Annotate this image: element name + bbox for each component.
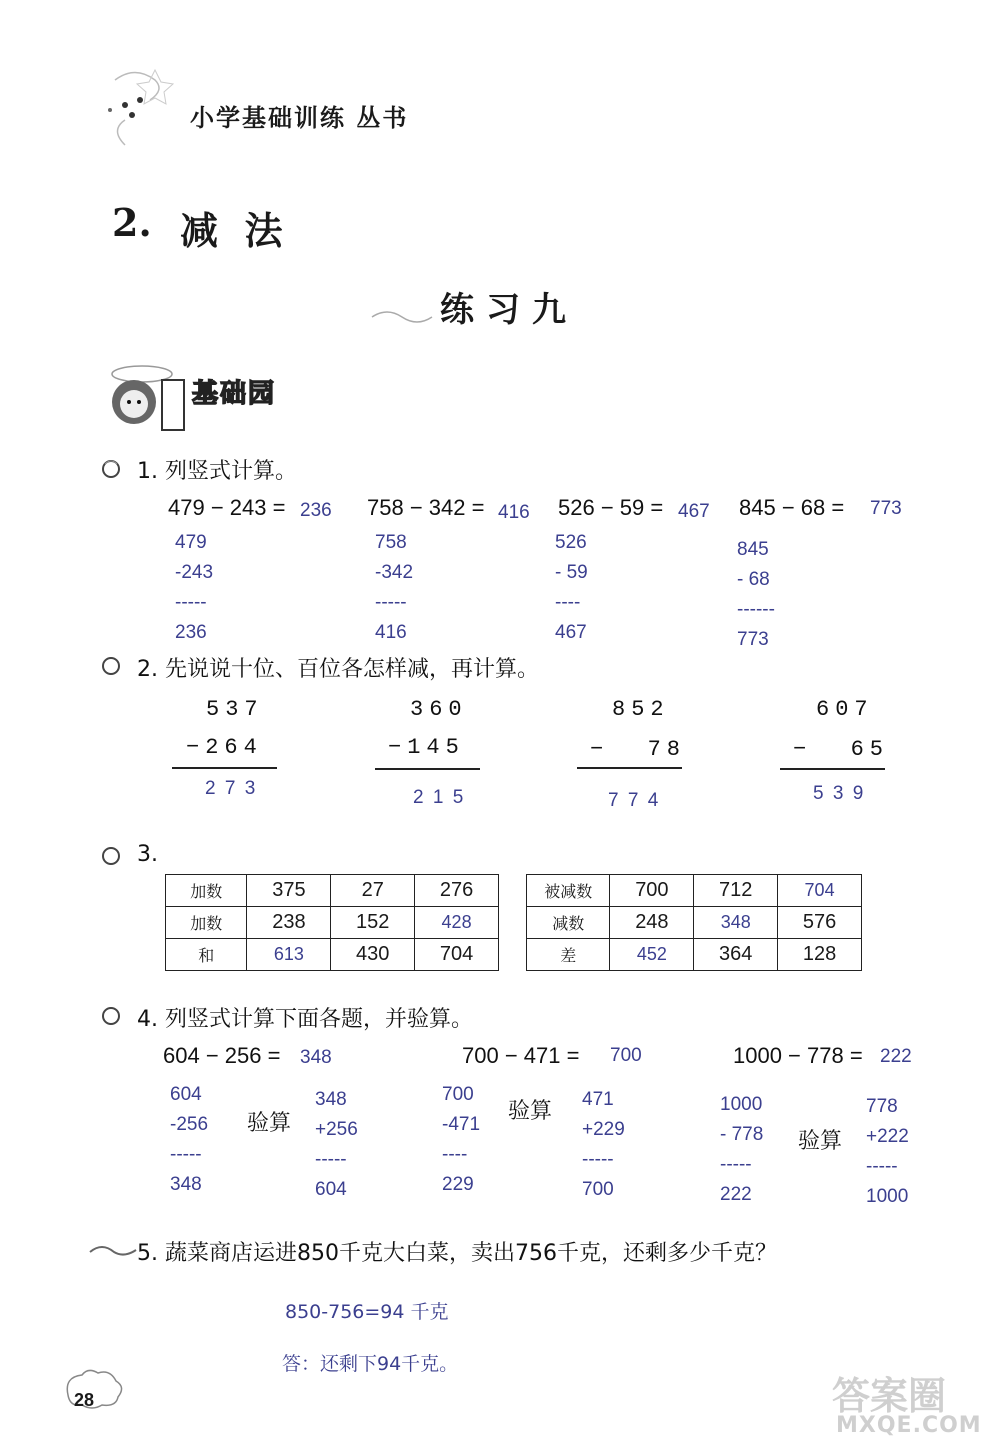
q2-top-number: 852	[612, 697, 670, 722]
table-cell: 375	[247, 875, 331, 907]
table-cell-answer: 428	[415, 907, 499, 939]
q1-answer: 467	[678, 501, 710, 522]
check-label: 验算	[508, 1099, 553, 1124]
addition-table	[165, 874, 499, 971]
q2-line	[577, 767, 682, 769]
question-bullet-icon	[88, 1238, 138, 1258]
q5-work: 850-756=94 千克	[285, 1301, 449, 1323]
q3-prompt: 3.	[137, 842, 158, 867]
table-row	[166, 939, 499, 971]
table-cell-answer: 452	[610, 939, 694, 971]
page-number: 28	[74, 1390, 95, 1410]
table-row	[166, 907, 499, 939]
title-decoration	[370, 305, 440, 325]
table-cell: 364	[694, 939, 778, 971]
q2-answer: 2 1 5	[413, 787, 466, 808]
chapter-number: 2.	[112, 200, 152, 245]
q1-equation: 758 − 342 =	[367, 495, 485, 520]
q1-equation: 845 − 68 =	[739, 495, 845, 520]
table-row	[527, 875, 862, 907]
watermark-url: MXQE.COM	[836, 1413, 982, 1438]
q2-top-number: 607	[816, 697, 874, 722]
q2-answer: 2 7 3	[205, 778, 258, 799]
table-cell-answer: 613	[247, 939, 331, 971]
q2-bottom-number: − 78	[590, 737, 687, 762]
question-bullet-icon	[100, 1005, 122, 1027]
mascot-illustration	[92, 360, 192, 440]
header-decoration	[85, 60, 195, 160]
q4-work: 700 -471 ---- 229	[442, 1084, 481, 1195]
row-header: 加数	[166, 907, 247, 939]
check-label: 验算	[798, 1129, 843, 1154]
q4-answer: 348	[300, 1047, 332, 1068]
q2-prompt: 2. 先说说十位、百位各怎样减，再计算。	[137, 657, 539, 682]
check-label: 验算	[247, 1111, 292, 1136]
q2-line	[172, 767, 277, 769]
table-cell: 576	[778, 907, 862, 939]
book-series-title: 小学基础训练 丛书	[190, 104, 409, 132]
chapter-title: 减 法	[180, 208, 283, 253]
q2-bottom-number: −145	[388, 735, 465, 760]
table-cell: 276	[415, 875, 499, 907]
q2-top-number: 360	[410, 697, 468, 722]
question-bullet-icon	[100, 845, 122, 867]
table-row	[527, 907, 862, 939]
question-bullet-icon	[100, 655, 122, 677]
section-badge: 基础园	[192, 379, 277, 409]
q4-work: 1000 - 778 ----- 222	[720, 1094, 764, 1205]
question-bullet-icon	[100, 458, 122, 480]
q4-work: 604 -256 ----- 348	[170, 1084, 209, 1195]
q1-prompt: 1. 列竖式计算。	[137, 459, 297, 484]
q2-answer: 5 3 9	[813, 783, 866, 804]
q4-check: 778 +222 ----- 1000	[866, 1096, 909, 1207]
q5-answer: 答：还剩下94千克。	[282, 1353, 459, 1375]
q4-equation: 604 − 256 =	[163, 1043, 281, 1068]
row-header: 差	[527, 939, 610, 971]
q2-bottom-number: − 65	[793, 737, 890, 762]
table-cell: 248	[610, 907, 694, 939]
q4-prompt: 4. 列竖式计算下面各题，并验算。	[137, 1007, 473, 1032]
q1-equation: 479 − 243 =	[168, 495, 286, 520]
q4-answer: 700	[610, 1045, 642, 1066]
watermark-logo: 答案圈	[832, 1374, 947, 1418]
q4-equation: 1000 − 778 =	[733, 1043, 863, 1068]
table-row	[166, 875, 499, 907]
table-cell-answer: 348	[694, 907, 778, 939]
q4-check: 471 +229 ----- 700	[582, 1089, 625, 1200]
q4-equation: 700 − 471 =	[462, 1043, 580, 1068]
q1-answer: 416	[498, 502, 530, 523]
q1-work: 526 - 59 ---- 467	[555, 532, 588, 643]
table-cell: 238	[247, 907, 331, 939]
table-cell: 700	[610, 875, 694, 907]
table-cell: 704	[415, 939, 499, 971]
table-cell: 152	[331, 907, 415, 939]
table-cell: 128	[778, 939, 862, 971]
q2-answer: 7 7 4	[608, 790, 661, 811]
q1-answer: 773	[870, 498, 902, 519]
table-cell-answer: 704	[778, 875, 862, 907]
q2-top-number: 537	[206, 697, 264, 722]
row-header: 被减数	[527, 875, 610, 907]
q4-answer: 222	[880, 1046, 912, 1067]
q2-line	[375, 768, 480, 770]
q2-line	[780, 768, 885, 770]
row-header: 减数	[527, 907, 610, 939]
q1-work: 845 - 68 ------ 773	[737, 539, 775, 650]
page-number-decoration	[60, 1365, 130, 1415]
q1-equation: 526 − 59 =	[558, 495, 664, 520]
q1-answer: 236	[300, 500, 332, 521]
q4-check: 348 +256 ----- 604	[315, 1089, 358, 1200]
subtraction-table	[526, 874, 862, 971]
q2-bottom-number: −264	[186, 735, 263, 760]
table-cell: 430	[331, 939, 415, 971]
row-header: 和	[166, 939, 247, 971]
q5-prompt: 5. 蔬菜商店运进850千克大白菜，卖出756千克，还剩多少千克？	[137, 1241, 777, 1266]
exercise-title: 练习九	[440, 290, 578, 330]
row-header: 加数	[166, 875, 247, 907]
q1-work: 479 -243 ----- 236	[175, 532, 214, 643]
table-cell: 27	[331, 875, 415, 907]
table-cell: 712	[694, 875, 778, 907]
table-row	[527, 939, 862, 971]
q1-work: 758 -342 ----- 416	[375, 532, 414, 643]
